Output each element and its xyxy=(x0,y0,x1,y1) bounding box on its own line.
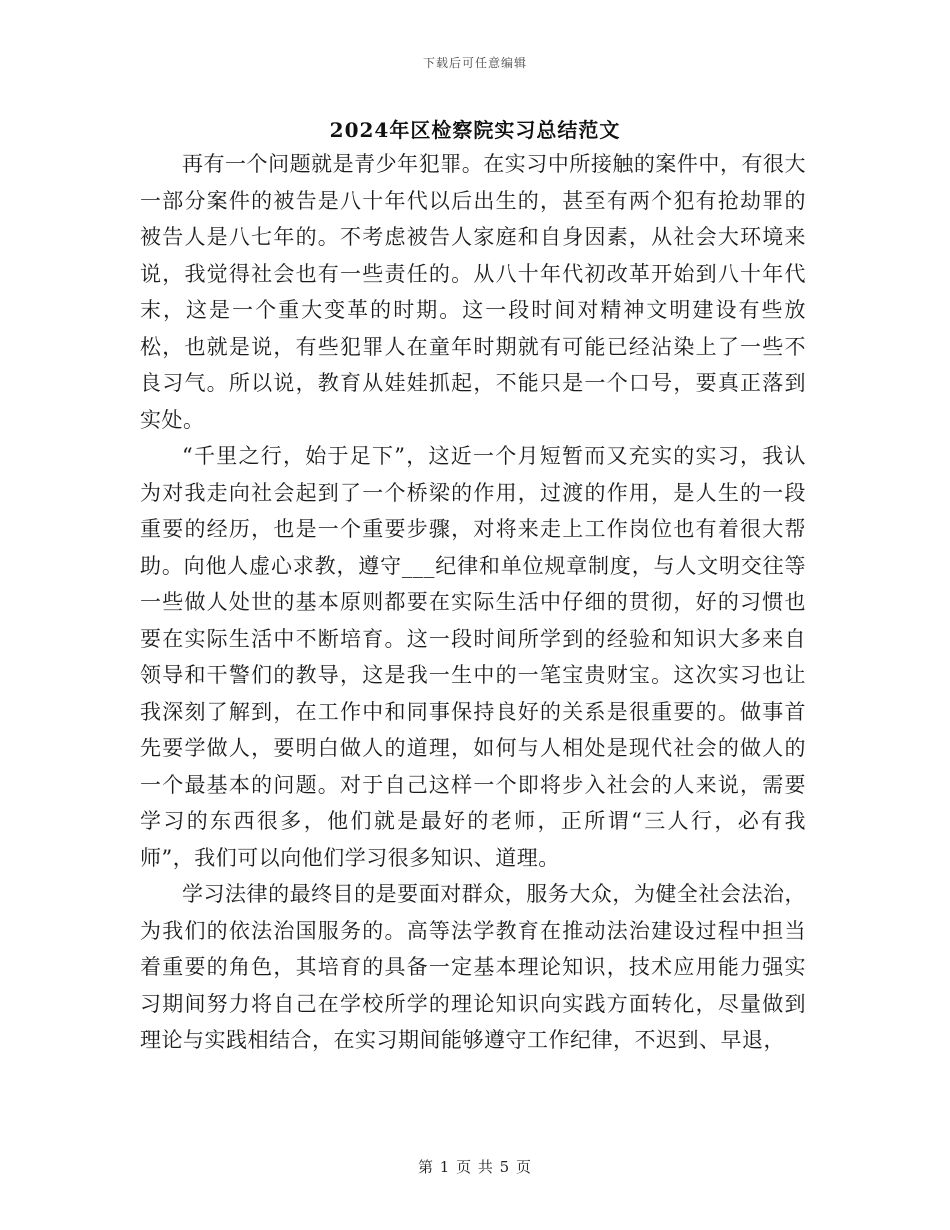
paragraph-3: 学习法律的最终目的是要面对群众，服务大众，为健全社会法治，为我们的依法治国服务的。高等法学教育在推动法治建设过程中担当着重要的角色，其培育的具备一定基本理论知识，技术应用能力强实习期间努力将自己在学校所学的理论知识向实践方面转化，尽量做到理论与实践相结合，在实习期间能够遵守工作纪律，不迟到、早退， xyxy=(140,882,806,1052)
paragraph-2: “千里之行，始于足下”，这近一个月短暂而又充实的实习，我认为对我走向社会起到了一个桥梁的作用，过渡的作用，是人生的一段重要的经历，也是一个重要步骤，对将来走上工作岗位也有着很大帮助。向他人虚心求教，遵守___纪律和单位规章制度，与人文明交往等一些做人处世的基本原则都要在实际生活中仔细的贯彻，好的习惯也要在实际生活中不断培育。这一段时间所学到的经验和知识大多来自领导和干警们的教导，这是我一生中的一笔宝贵财宝。这次实习也让我深刻了解到，在工作中和同事保持良好的关系是很重要的。做事首先要学做人，要明白做人的道理，如何与人相处是现代社会的做人的一个最基本的问题。对于自己这样一个即将步入社会的人来说，需要学习的东西很多，他们就是最好的老师，正所谓“三人行，必有我师”，我们可以向他们学习很多知识、道理。 xyxy=(140,444,806,870)
paragraph-1: 再有一个问题就是青少年犯罪。在实习中所接触的案件中，有很大一部分案件的被告是八十年代以后出生的，甚至有两个犯有抢劫罪的被告人是八七年的。不考虑被告人家庭和自身因素，从社会大环境来说，我觉得社会也有一些责任的。从八十年代初改革开始到八十年代末，这是一个重大变革的时期。这一段时间对精神文明建设有些放松，也就是说，有些犯罪人在童年时期就有可能已经沾染上了一些不良习气。所以说，教育从娃娃抓起，不能只是一个口号，要真正落到实处。 xyxy=(140,152,806,432)
document-title: 2024年区检察院实习总结范文 xyxy=(329,118,621,142)
header-note: 下载后可任意编辑 xyxy=(422,56,527,70)
document-body xyxy=(140,146,806,1059)
page-footer: 第 1 页 共 5 页 xyxy=(418,1158,532,1176)
